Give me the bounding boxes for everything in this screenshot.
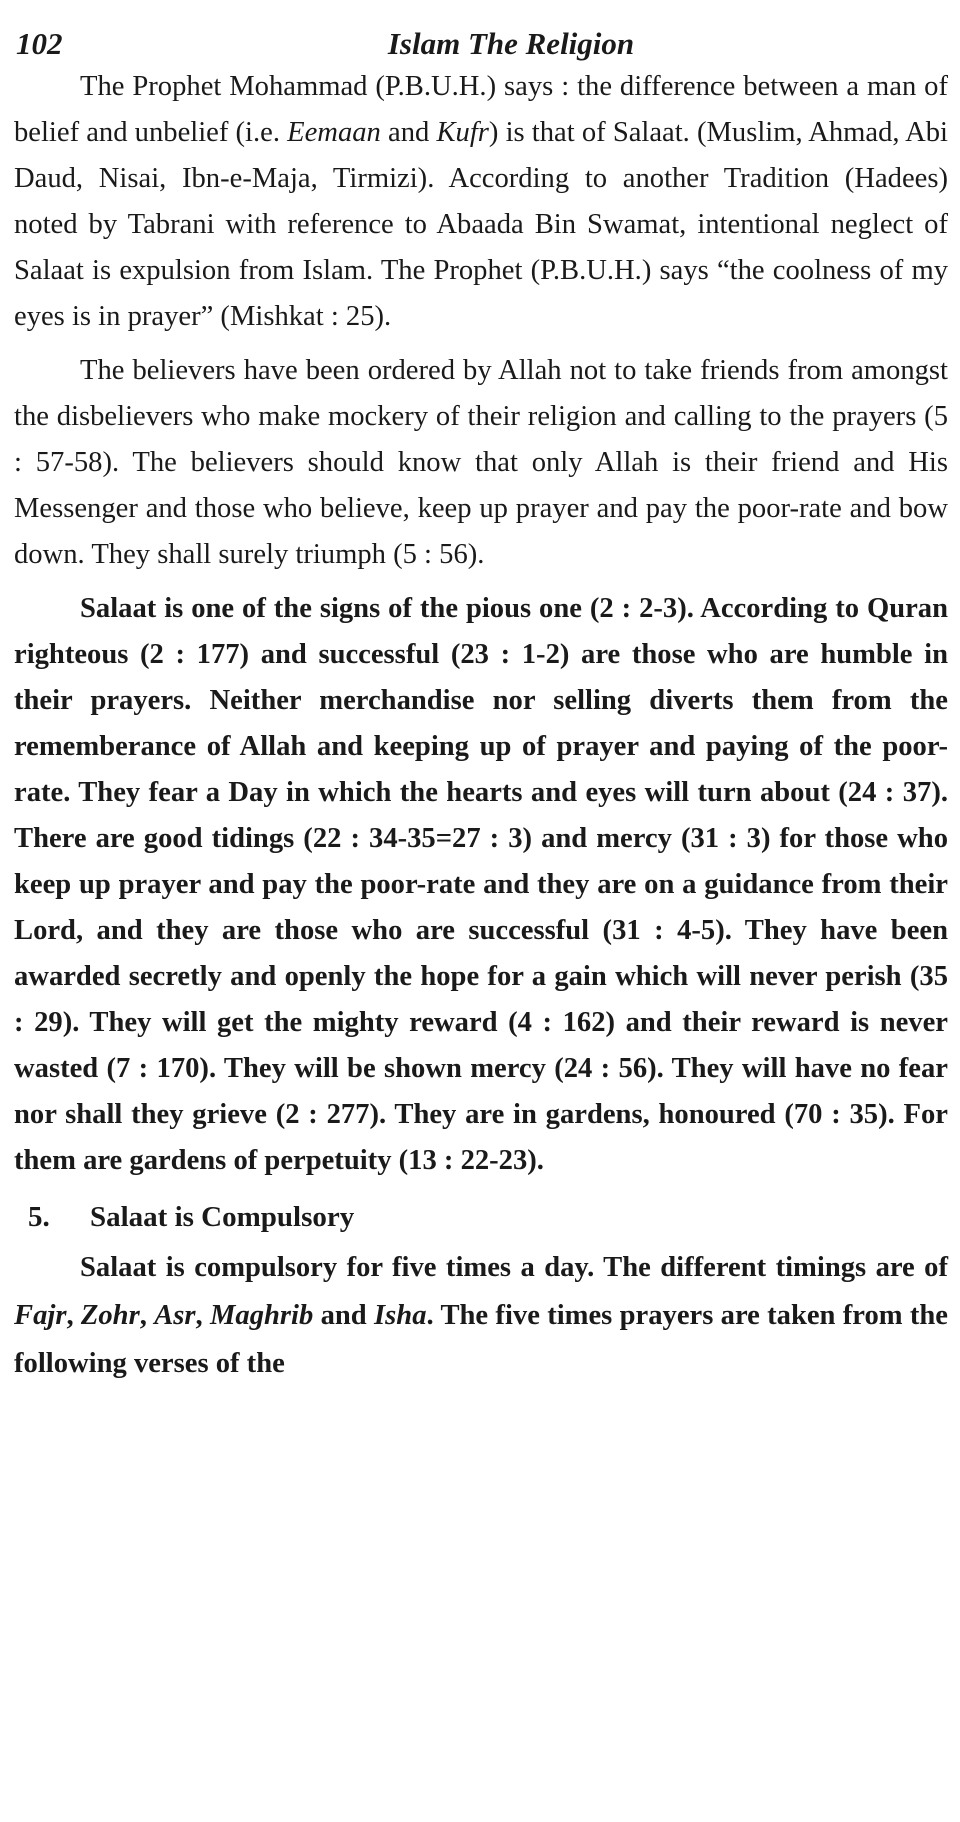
paragraph-4-text-a: Salaat is compulsory for five times a day. The different timings are of [80,1252,948,1283]
paragraph-4-and: and [313,1300,375,1331]
paragraph-3: Salaat is one of the signs of the pious one (2 : 2-3). According to Quran righteous (2 : 177) and successful (23 : 1-2) are those who are humble in their prayers. Neither merchandise nor selling diverts them from the rememberance of Allah and keeping up of prayer and paying of the poor-rate. They fear a Day in which the hearts and eyes will turn about (24 : 37). There are good tidings (22 : 34-35=27 : 3) and mercy (31 : 3) for those who keep up prayer and pay the poor-rate and they are on a guidance from their Lord, and they are those who are successful (31 : 4-5). They have been awarded secretly and openly the hope for a gain which will never perish (35 : 29). They will get the mighty reward (4 : 162) and their reward is never wasted (7 : 170). They will be shown mercy (24 : 56). They will have no fear nor shall they grieve (2 : 277). They are in gardens, honoured (70 : 35). For them are gardens of perpetuity (13 : 22-23). [14,593,948,1176]
section-title: Salaat is Compulsory [90,1201,355,1233]
term-eemaan: Eemaan [287,117,381,148]
separator: , [139,1300,155,1331]
paragraph-2: The believers have been ordered by Allah not to take friends from amongst the disbelievers who make mockery of their religion and calling to the prayers (5 : 57-58). The believers should know that only Allah is their friend and His Messenger and those who believe, keep up prayer and pay the poor-rate and bow down. They shall surely triumph (5 : 56). [14,355,948,570]
paragraph-1-text-a: The Prophet Mohammad (P.B.U.H.) says : the difference between a man of belief and unbelief (i.e. [14,71,948,148]
paragraph-4-text-b: . The five times prayers are taken from the following verses of the [14,1300,949,1379]
term-maghrib: Maghrib [209,1300,314,1331]
term-asr: Asr [154,1300,196,1331]
section-number: 5. [28,1201,50,1233]
paragraph-1 [14,64,948,340]
running-title: Islam The Religion [387,26,635,61]
paragraph-1-text-b: ) is that of Salaat. (Muslim, Ahmad, Abi Daud, Nisai, Ibn-e-Maja, Tirmizi). According to another Tradition (Hadees) noted by Tabrani with reference to Abaada Bin Swamat, intentional neglect of Salaat is expulsion from Islam. The Prophet (P.B.U.H.) says “the coolness of my eyes is in prayer” (Mishkat : 25). [14,117,948,332]
paragraph-4 [14,1244,948,1388]
page-header [14,14,948,64]
term-fajr: Fajr [14,1300,67,1331]
separator: , [195,1300,210,1331]
term-isha: Isha [374,1300,427,1331]
term-kufr: Kufr [436,117,489,148]
separator: , [66,1300,81,1331]
page-number: 102 [16,26,63,61]
section-heading [28,1194,948,1240]
term-zohr: Zohr [80,1300,140,1331]
paragraph-1-and: and [380,117,437,148]
